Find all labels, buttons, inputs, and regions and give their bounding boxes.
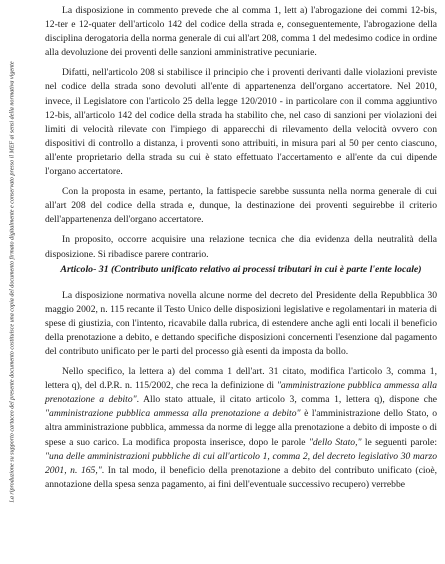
margin-note-text: La riproduzione su supporto cartaceo del presente documento costituisce una copia del documento firmato digitalmente e conservato presso il MEF ai sensi della normativa vigente: [10, 61, 16, 503]
paragraph: Con la proposta in esame, pertanto, la fattispecie sarebbe sussunta nella norma generale di cui all'art 208 del codice della strada e, dunque, la destinazione dei proventi seguirebbe il criterio dell'appartenenza dell'organo accertatore.: [45, 186, 437, 226]
paragraph: In proposito, occorre acquisire una relazione tecnica che dia evidenza della neutralità della disposizione. Si ribadisce parere contrario.: [45, 234, 437, 260]
paragraph-text: Nello specifico, la lettera a) del comma 1 dell'art. 31 citato, modifica l'articolo 3, comma 1, lettera q), del d.P.R. n. 115/2002, che reca la definizione di: [45, 366, 437, 392]
paragraph-text: . In tal modo, il beneficio della prenotazione a debito del contributo unificato (cioè, annotazione della spesa senza pagamento, ai fini dell'eventuale successivo recupero) verrebbe: [45, 464, 437, 490]
quoted-term: "dello Stato,": [308, 436, 362, 448]
quoted-term: "una delle amministrazioni pubbliche di cui all'articolo 1, comma 2, del decreto legislativo 30 marzo 2001, n. 165,": [45, 450, 437, 476]
paragraph-text: è l'amministrazione dello Stato, o altra amministrazione pubblica, ammessa da norme di legge alla prenotazione a debito di imposte o di spese a suo carico. La modifica proposta inserisce, dopo le parole: [45, 408, 437, 448]
paragraph: [45, 365, 437, 492]
paragraph: La disposizione in commento prevede che al comma 1, lett a) l'abrogazione dei commi 12-bis, 12-ter e 12-quater dell'articolo 142 del codice della strada e, conseguentemente, l'abrogazione della disciplina derogatoria della norma generale di cui all'art 208, comma 1 del medesimo codice in ordine alla devoluzione dei proventi delle sanzioni amministrative pecuniarie.: [45, 5, 437, 59]
paragraph-text: . Allo stato attuale, il citato articolo 3, comma 1, lettera q), dispone che: [136, 394, 438, 406]
quoted-term: "amministrazione pubblica ammessa alla prenotazione a debito": [45, 380, 437, 406]
margin-note: [2, 0, 24, 564]
paragraph-text: le seguenti parole:: [361, 436, 437, 448]
quoted-term: "amministrazione pubblica ammessa alla prenotazione a debito": [45, 408, 301, 420]
document-body: [45, 4, 437, 492]
paragraph: La disposizione normativa novella alcune norme del decreto del Presidente della Repubblica 30 maggio 2002, n. 115 recante il Testo Unico delle disposizioni legislative e regolamentari in materia di spese di giustizia, con l'intento, ricavabile dalla rubrica, di estendere anche agli enti locali il beneficio della prenotazione a debito, e dettando specifiche disposizioni concernenti l'esenzione dal pagamento del contributo unificato per le parti del processo già esenti da imposta da bollo.: [45, 289, 437, 357]
paragraph: Difatti, nell'articolo 208 si stabilisce il principio che i proventi derivanti dalle violazioni previste nel codice della strada sono devoluti all'ente di appartenenza dell'organo accertatore. Nel 2010, invece, il Legislatore con l'articolo 25 della legge 120/2010 - in particolare con il comma aggiuntivo 12-bis, all'articolo 142 del codice della strada ha stabilito che, nel caso di sanzioni per violazioni dei limiti di velocità rilevate con l'impiego di apparecchi di rilevamento della velocità ovvero con dispositivi di controllo a distanza, i proventi sono attribuiti, in misura pari al 50 per cento ciascuno, all'ente proprietario della strada su cui è stato effettuato l'accertamento e all'ente da cui dipende l'organo accertatore.: [45, 67, 437, 178]
section-heading: Articolo- 31 (Contributo unificato relativo ai processi tributari in cui è parte l'ente locale): [60, 263, 422, 275]
